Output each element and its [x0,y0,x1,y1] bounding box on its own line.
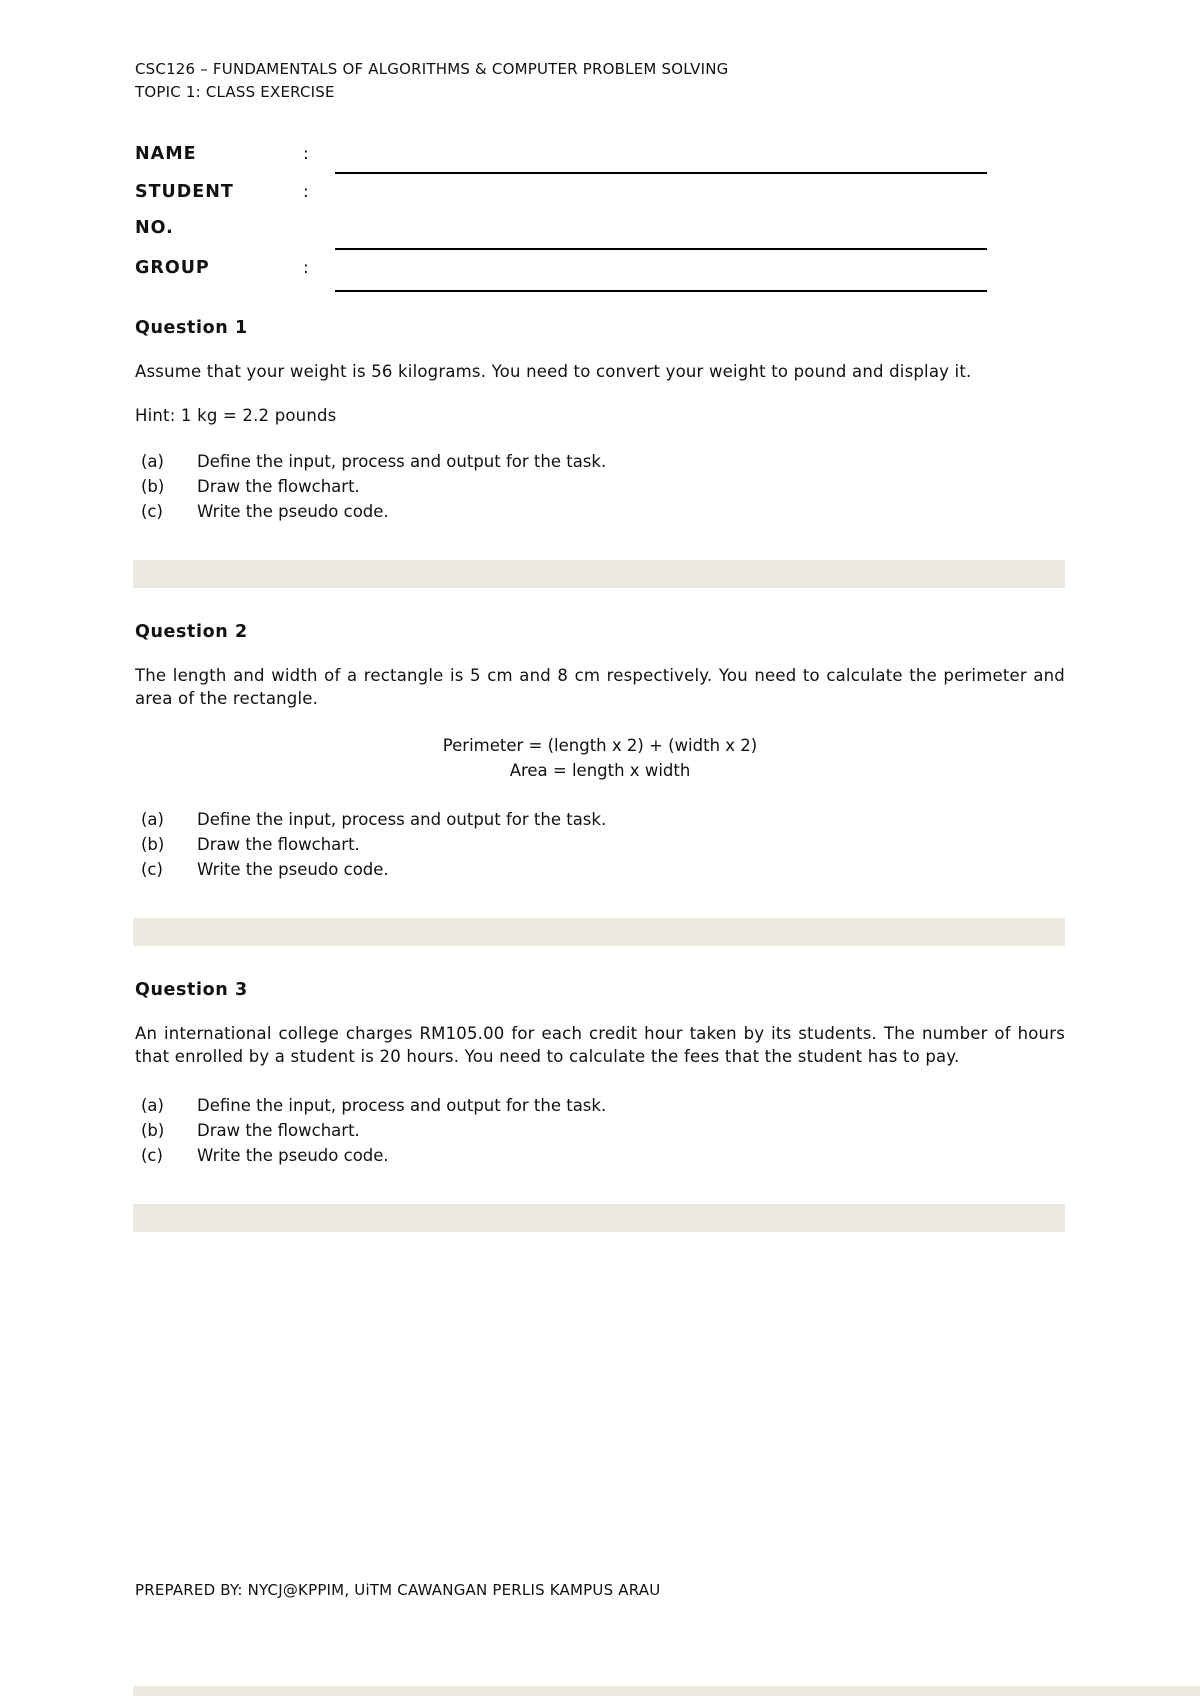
task-marker: (a) [141,451,164,471]
bottom-page-edge-bar [133,1686,1200,1696]
form-row-name [135,136,1065,174]
task-marker: (b) [141,476,165,496]
question-1-task-list [135,449,1065,524]
form-row-student-no [135,174,1065,250]
question-2-formulas [135,733,1065,783]
question-2-title: Question 2 [135,621,248,642]
task-marker: (c) [141,501,163,521]
task-text: Draw the flowchart. [197,476,360,496]
course-title: CSC126 – FUNDAMENTALS OF ALGORITHMS & COMPUTER PROBLEM SOLVING [135,60,729,78]
section-divider-bar-3 [133,1204,1065,1232]
task-text: Write the pseudo code. [197,859,389,879]
task-marker: (b) [141,1120,165,1140]
group-colon: : [303,258,309,278]
task-item [135,499,1065,524]
question-2-body: The length and width of a rectangle is 5 cm and 8 cm respectively. You need to calculate the perimeter and area of the rectangle. [135,665,1065,708]
form-row-group [135,250,1065,292]
name-fill-line[interactable] [335,136,987,174]
prepared-by-footer: PREPARED BY: NYCJ@KPPIM, UiTM CAWANGAN PERLIS KAMPUS ARAU [135,1581,661,1599]
task-item [135,1093,1065,1118]
task-item [135,1118,1065,1143]
student-no-label: STUDENT NO. [135,182,234,238]
task-item [135,1143,1065,1168]
question-3-section [135,980,1065,1168]
task-text: Write the pseudo code. [197,501,389,521]
task-item [135,832,1065,857]
group-label: GROUP [135,258,210,278]
task-text: Define the input, process and output for the task. [197,451,607,471]
task-item [135,807,1065,832]
name-colon: : [303,144,309,164]
document-header [135,58,1065,104]
student-no-colon: : [303,182,309,202]
task-text: Write the pseudo code. [197,1145,389,1165]
task-text: Define the input, process and output for the task. [197,1095,607,1115]
question-1-section [135,318,1065,524]
section-divider-bar-2 [133,918,1065,946]
student-info-form [135,136,1065,292]
question-3-body: An international college charges RM105.00 for each credit hour taken by its students. The number of hours that enrolled by a student is 20 hours. You need to calculate the fees that the student has to pay. [135,1023,1065,1066]
area-formula: Area = length x width [509,760,691,780]
topic-subtitle: TOPIC 1: CLASS EXERCISE [135,83,335,101]
task-item [135,449,1065,474]
name-label: NAME [135,144,197,164]
perimeter-formula: Perimeter = (length x 2) + (width x 2) [442,735,758,755]
task-text: Draw the flowchart. [197,1120,360,1140]
question-2-task-list [135,807,1065,882]
task-marker: (b) [141,834,165,854]
student-no-fill-line[interactable] [335,174,987,250]
task-text: Define the input, process and output for the task. [197,809,607,829]
task-marker: (a) [141,809,164,829]
task-marker: (c) [141,859,163,879]
question-2-section [135,622,1065,882]
section-divider-bar-1 [133,560,1065,588]
question-3-task-list [135,1093,1065,1168]
group-fill-line[interactable] [335,250,987,292]
task-text: Draw the flowchart. [197,834,360,854]
question-3-title: Question 3 [135,979,248,1000]
task-item [135,474,1065,499]
task-item [135,857,1065,882]
task-marker: (c) [141,1145,163,1165]
task-marker: (a) [141,1095,164,1115]
question-1-body: Assume that your weight is 56 kilograms. You need to convert your weight to pound and display it. [135,362,972,381]
question-1-title: Question 1 [135,318,248,338]
question-1-hint: Hint: 1 kg = 2.2 pounds [135,405,337,425]
